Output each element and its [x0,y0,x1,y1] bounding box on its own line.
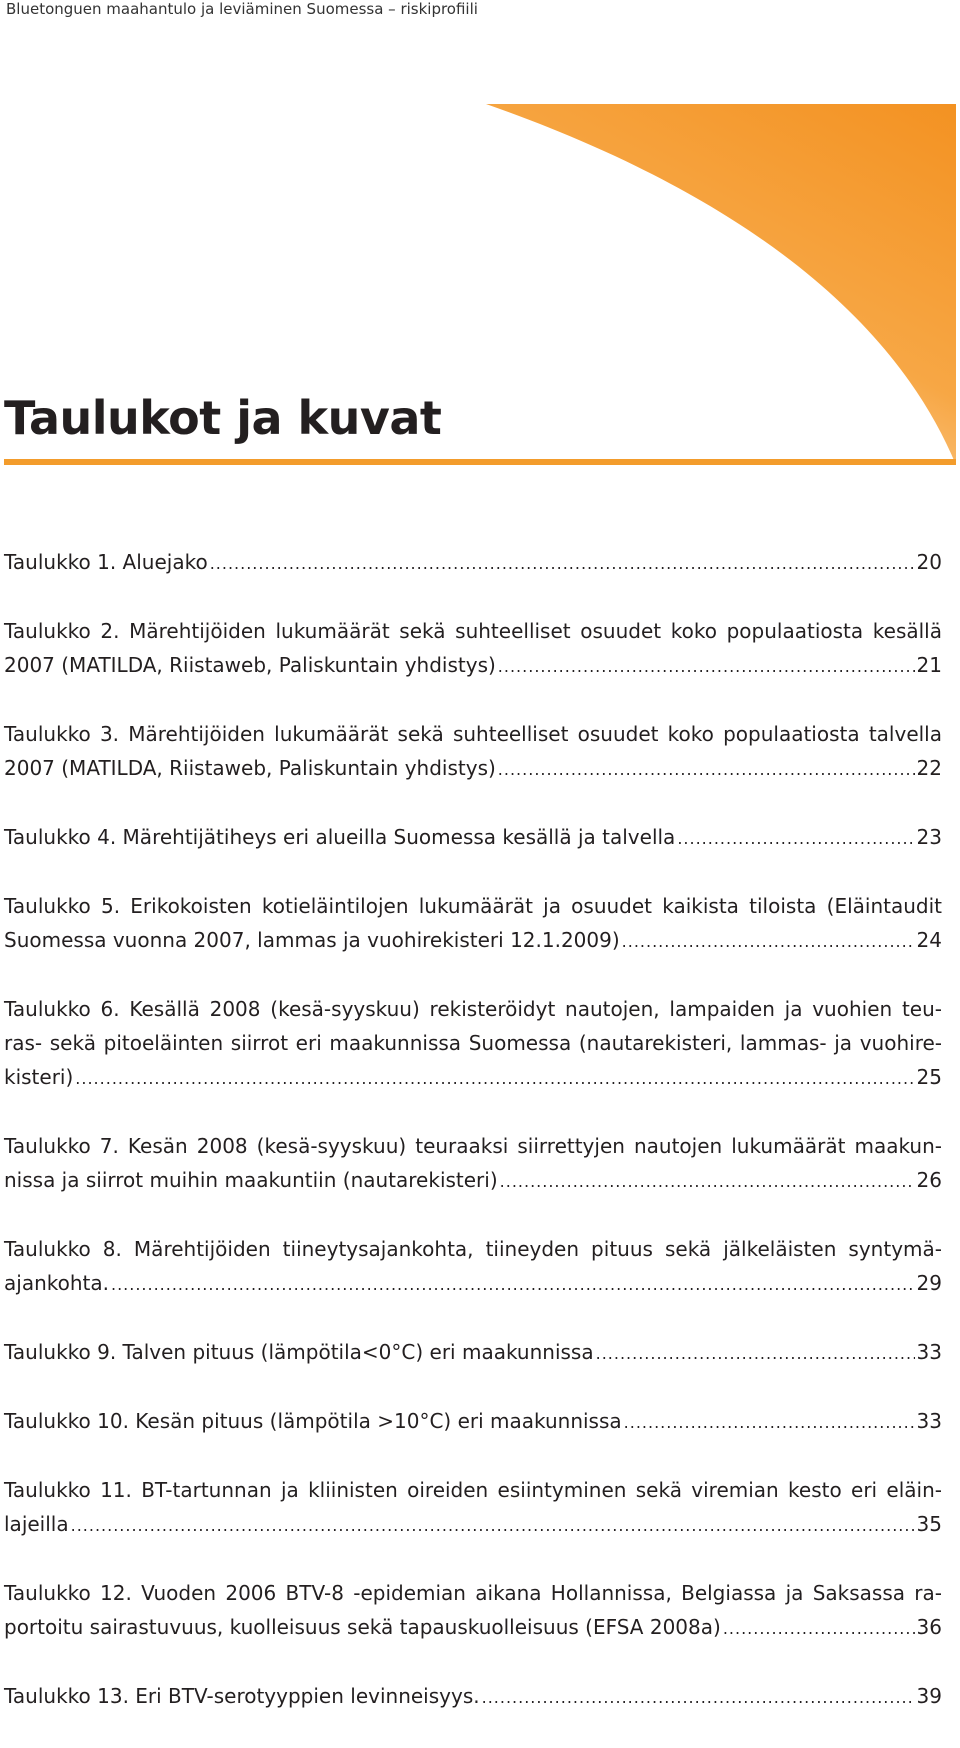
toc-entry-title: portoitu sairastuvuus, kuolleisuus sekä tapauskuolleisuus (EFSA 2008a) [4,1615,721,1639]
table-of-tables-list [4,545,942,1748]
toc-entry[interactable] [4,1679,942,1715]
dot-leader [500,1165,915,1199]
toc-entry-line: Taulukko 12. Vuoden 2006 BTV-8 -epidemian aikana Hollannissa, Belgiassa ja Saksassa ra- [4,1581,942,1605]
toc-entry-title: Taulukko 4. Märehtijätiheys eri alueilla Suomessa kesällä ja talvella [4,825,676,849]
toc-entry-title: lajeilla [4,1512,69,1536]
toc-page-number: 33 [916,1409,942,1433]
toc-page-number: 21 [916,653,942,677]
toc-page-number: 39 [916,1684,942,1708]
dot-leader [624,1406,915,1440]
toc-entry[interactable] [4,820,942,856]
dot-leader [498,650,915,684]
toc-entry[interactable] [4,1576,942,1646]
toc-entry-line: Taulukko 2. Märehtijöiden lukumäärät sekä suhteelliset osuudet koko populaatiosta kesällä [4,619,942,643]
toc-entry-title: Taulukko 9. Talven pituus (lämpötila<0°C) eri maakunnissa [4,1340,594,1364]
toc-page-number: 22 [916,756,942,780]
toc-entry-title: nissa ja siirrot muihin maakuntiin (nautarekisteri) [4,1168,498,1192]
dot-leader [210,547,915,581]
toc-entry-line: Taulukko 5. Erikokoisten kotieläintilojen lukumäärät ja osuudet kaikista tiloista (Eläintaudit [4,894,942,918]
toc-page-number: 25 [916,1065,942,1089]
toc-entry[interactable] [4,545,942,581]
toc-page-number: 23 [916,825,942,849]
toc-entry[interactable] [4,1473,942,1543]
toc-page-number: 29 [916,1271,942,1295]
toc-page-number: 26 [916,1168,942,1192]
dot-leader [498,753,915,787]
dot-leader [71,1509,915,1543]
toc-entry[interactable] [4,717,942,787]
toc-entry[interactable] [4,1404,942,1440]
toc-entry-line: Taulukko 7. Kesän 2008 (kesä-syyskuu) teuraaksi siirrettyjen nautojen lukumäärät maakun- [4,1134,942,1158]
toc-page-number: 20 [916,550,942,574]
toc-entry[interactable] [4,1232,942,1302]
toc-entry-line: ras- sekä pitoeläinten siirrot eri maakunnissa Suomessa (nautarekisteri, lammas- ja vuohire- [4,1031,942,1055]
toc-entry-line: Taulukko 6. Kesällä 2008 (kesä-syyskuu) rekisteröidyt nautojen, lampaiden ja vuohien teu- [4,997,942,1021]
running-header: Bluetonguen maahantulo ja leviäminen Suomessa – riskiprofiili [6,0,478,18]
toc-page-number: 24 [916,928,942,952]
page-title: Taulukot ja kuvat [4,391,442,445]
toc-entry-title: Suomessa vuonna 2007, lammas ja vuohirekisteri 12.1.2009) [4,928,620,952]
toc-page-number: 33 [916,1340,942,1364]
toc-entry-title: Taulukko 1. Aluejako [4,550,208,574]
dot-leader [723,1612,915,1646]
toc-entry-title: 2007 (MATILDA, Riistaweb, Paliskuntain yhdistys) [4,653,496,677]
toc-entry-title: 2007 (MATILDA, Riistaweb, Paliskuntain yhdistys) [4,756,496,780]
dot-leader [677,822,914,856]
toc-entry-line: Taulukko 3. Märehtijöiden lukumäärät sekä suhteelliset osuudet koko populaatiosta talvella [4,722,942,746]
dot-leader [75,1062,914,1096]
toc-entry[interactable] [4,1335,942,1371]
toc-page-number: 35 [916,1512,942,1536]
toc-entry-line: Taulukko 11. BT-tartunnan ja kliinisten oireiden esiintyminen sekä viremian kesto eri eläin- [4,1478,942,1502]
toc-entry-line: Taulukko 8. Märehtijöiden tiineytysajankohta, tiineyden pituus sekä jälkeläisten syntymä- [4,1237,942,1261]
toc-entry-title: kisteri) [4,1065,74,1089]
toc-page-number: 36 [916,1615,942,1639]
toc-entry-title: Taulukko 13. Eri BTV-serotyyppien levinneisyys. [4,1684,480,1708]
dot-leader [622,925,915,959]
dot-leader [482,1681,915,1715]
toc-entry[interactable] [4,889,942,959]
toc-entry[interactable] [4,614,942,684]
dot-leader [111,1268,915,1302]
title-divider [4,459,956,465]
toc-entry-title: ajankohta. [4,1271,109,1295]
toc-entry-title: Taulukko 10. Kesän pituus (lämpötila >10°C) eri maakunnissa [4,1409,622,1433]
toc-entry[interactable] [4,992,942,1096]
dot-leader [596,1337,915,1371]
toc-entry[interactable] [4,1129,942,1199]
